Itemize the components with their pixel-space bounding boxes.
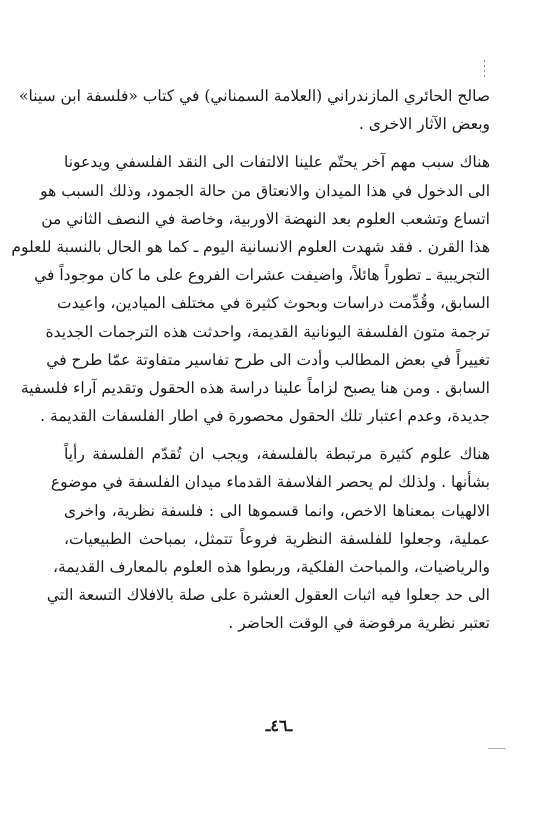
text-line: الى الدخول في هذا الميدان والانعتاق من حالة الجمود، وذلك السبب هو <box>40 181 490 200</box>
text-line: السابق . ومن هنا يصبح لزاماً علينا دراسة هذه الحقول وتقديم آراء فلسفية <box>20 378 490 397</box>
text-line: السابق، وقُدِّمت دراسات وبحوث كثيرة في مختلف الميادين، واعيدت <box>57 294 490 313</box>
text-line: التجريبية ـ تطوراً هائلاً، واضيفت عشرات الفروع على ما كان موجوداً في <box>34 266 490 285</box>
text-line: والرياضيات، والمباحث الفلكية، وربطوا هذه العلوم بالمعارف القديمة، <box>52 558 490 576</box>
text-line: وبعض الآثار الاخرى . <box>358 115 490 134</box>
text-line: اتساع وتشعب العلوم بعد النهضة الاوربية، وخاصة في النصف الثاني من <box>41 209 490 228</box>
text-line: الى حد جعلوا فيه اثبات العقول العشرة على صلة بالافلاك التسعة التي <box>46 586 490 605</box>
text-line: جديدة، وعدم اعتبار تلك الحقول محصورة في اطار الفلسفات القديمة . <box>40 407 490 426</box>
text-line: تغييراً في بعض المطالب وأدت الى طرح تفاسير متفاوتة عمّا طرح في <box>46 350 490 369</box>
text-line: الالهيات بمعناها الاخص، وانما قسموها الى : فلسفة نظرية، واخرى <box>64 501 490 520</box>
text-line: هناك سبب مهم آخر يحتّم علينا الالتفات الى النقد الفلسفي ويدعونا <box>64 153 490 172</box>
scan-edge-mark-top <box>484 60 485 78</box>
text-line: صالح الحائري المازندراني (العلامة السمناني) في كتاب «فلسفة ابن سينا» <box>19 87 490 105</box>
body-text <box>11 82 490 638</box>
text-line: هناك علوم كثيرة مرتبطة بالفلسفة، ويجب ان تُقدّم الفلسفة رأياً <box>64 445 490 464</box>
text-line: هذا القرن . فقد شهدت العلوم الانسانية اليوم ـ كما هو الحال بالنسبة للعلوم <box>11 237 490 256</box>
text-line: بشأنها . ولذلك لم يحصر الفلاسفة القدماء ميدان الفلسفة في موضوع <box>50 473 490 492</box>
scan-edge-mark-bottom <box>488 748 506 749</box>
text-line: تعتبر نظرية مرفوضة في الوقت الحاضر . <box>228 614 490 633</box>
text-line: ترجمة متون الفلسفة اليونانية القديمة، واحدثت هذه الترجمات الجديدة <box>45 322 490 341</box>
page-number: ـ٤٦ـ <box>265 716 293 735</box>
text-line: عملية، وجعلوا للفلسفة النظرية فروعاً تتمثل، بمباحث الطبيعيات، <box>64 529 490 548</box>
